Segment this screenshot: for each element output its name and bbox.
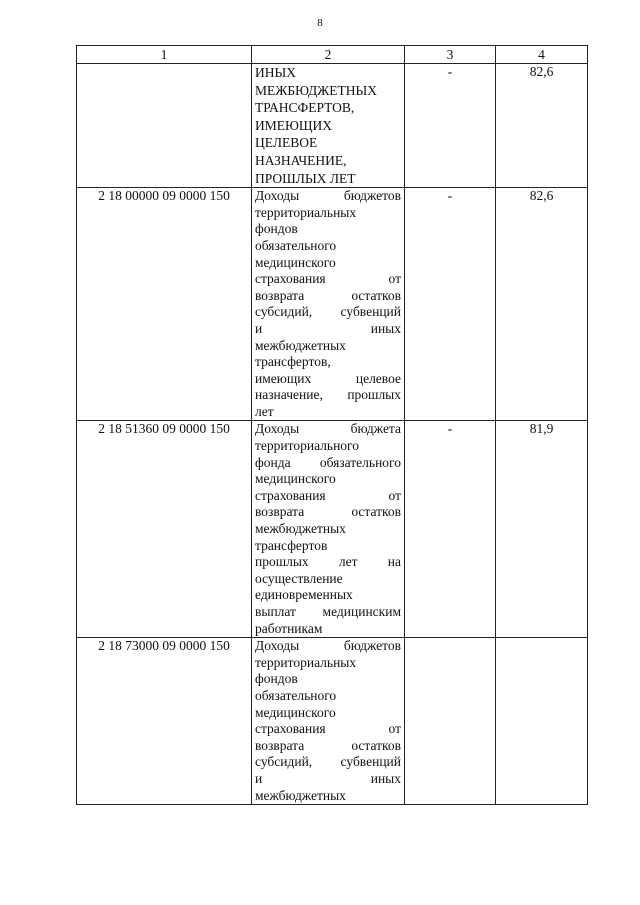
table-header-row <box>77 46 588 64</box>
description-line: Доходы бюджета <box>255 421 401 437</box>
column-header-2: 2 <box>252 46 405 64</box>
description-line: территориального <box>255 438 359 454</box>
table-row <box>77 421 588 638</box>
column-4-value: 82,6 <box>496 64 588 188</box>
column-3-value: - <box>405 64 496 188</box>
description-line: межбюджетных <box>255 787 346 803</box>
description-line: обязательного <box>255 687 337 703</box>
description-line: и иных <box>255 320 401 336</box>
description-line: межбюджетных <box>255 521 346 537</box>
description-line: медицинского <box>255 471 336 487</box>
description-line: Доходы бюджетов <box>255 188 401 204</box>
description-line: трансфертов, <box>255 354 331 370</box>
description-cell <box>252 188 405 421</box>
table-row <box>77 64 588 188</box>
description-line: ИНЫХ <box>255 65 297 80</box>
description-line: территориальных <box>255 204 357 220</box>
table-body <box>77 64 588 805</box>
description-cell <box>252 421 405 638</box>
description-line: страхования от <box>255 721 401 737</box>
description-cell <box>252 638 405 805</box>
description-line: имеющих целевое <box>255 370 401 386</box>
description-line: обязательного <box>255 237 337 253</box>
description-line: осуществление <box>255 570 343 586</box>
description-line: и иных <box>255 770 401 786</box>
column-3-value <box>405 638 496 805</box>
description-line: субсидий, субвенций <box>255 754 401 770</box>
description-line: трансфертов <box>255 537 328 553</box>
description-line: возврата остатков <box>255 737 401 753</box>
description-line: ПРОШЛЫХ ЛЕТ <box>255 170 356 186</box>
description-line: фондов <box>255 221 298 237</box>
budget-code-cell: 2 18 00000 09 0000 150 <box>77 188 252 421</box>
description-line: НАЗНАЧЕНИЕ, <box>255 152 347 168</box>
description-line: страхования от <box>255 487 401 503</box>
page-number: 8 <box>317 17 323 29</box>
description-line: назначение, прошлых <box>255 387 401 403</box>
description-line: фонда обязательного <box>255 454 401 470</box>
description-line: прошлых лет на <box>255 554 401 570</box>
description-line: ТРАНСФЕРТОВ, <box>255 100 355 116</box>
column-3-value: - <box>405 188 496 421</box>
description-line: ЦЕЛЕВОЕ <box>255 135 318 151</box>
description-line: Доходы бюджетов <box>255 638 401 654</box>
description-line: выплат медицинским <box>255 604 401 619</box>
column-4-value: 81,9 <box>496 421 588 638</box>
description-line: ИМЕЮЩИХ <box>255 117 332 133</box>
description-line: фондов <box>255 671 298 687</box>
description-line: медицинского <box>255 254 336 270</box>
column-4-value <box>496 638 588 805</box>
description-line: субсидий, субвенций <box>255 304 401 320</box>
column-header-3: 3 <box>405 46 496 64</box>
table-row <box>77 188 588 421</box>
description-line: возврата остатков <box>255 504 401 520</box>
description-line: возврата остатков <box>255 287 401 303</box>
description-line: работникам <box>255 620 323 636</box>
column-header-4: 4 <box>496 46 588 64</box>
description-line: единовременных <box>255 587 353 603</box>
budget-code-cell <box>77 64 252 188</box>
description-line: территориальных <box>255 654 357 670</box>
description-line: межбюджетных <box>255 337 346 353</box>
budget-code-cell: 2 18 51360 09 0000 150 <box>77 421 252 638</box>
budget-code-cell: 2 18 73000 09 0000 150 <box>77 638 252 805</box>
description-line: лет <box>255 403 274 419</box>
description-line: медицинского <box>255 704 336 720</box>
revenue-table <box>76 45 588 805</box>
description-line: МЕЖБЮДЖЕТНЫХ <box>255 82 378 98</box>
column-3-value: - <box>405 421 496 638</box>
column-4-value: 82,6 <box>496 188 588 421</box>
description-line: страхования от <box>255 271 401 287</box>
column-header-1: 1 <box>77 46 252 64</box>
table-row <box>77 638 588 805</box>
description-cell <box>252 64 405 188</box>
